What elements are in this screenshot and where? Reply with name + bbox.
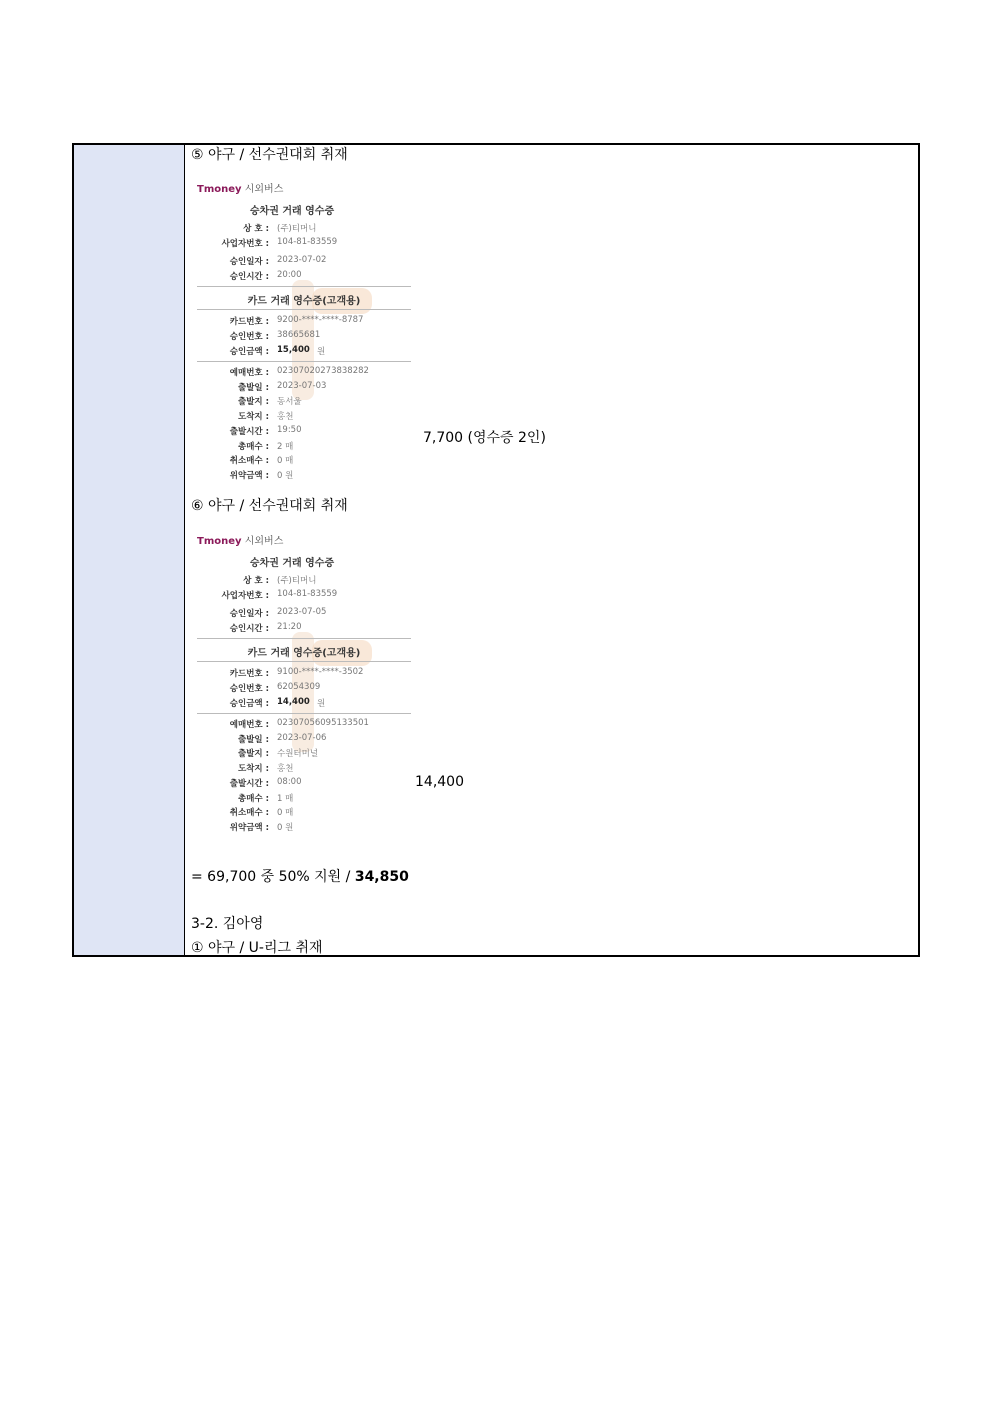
row-key: 승인금액 : — [229, 347, 269, 357]
section-heading-5: ⑤ 야구 / 선수권대회 취재 — [191, 147, 348, 163]
row-value: 62054309 — [277, 682, 321, 692]
summary-line — [191, 866, 409, 886]
row-value: 02307020273838282 — [277, 366, 369, 376]
row-value: 홍천 — [277, 412, 294, 423]
row-value: 38665681 — [277, 330, 321, 340]
receipt-image-6 — [197, 532, 411, 834]
row-key: 도착지 : — [238, 764, 269, 775]
section-heading-6: ⑥ 야구 / 선수권대회 취재 — [191, 498, 348, 514]
row-value: 9100-****-****-3502 — [277, 667, 364, 677]
row-key: 출발일 : — [238, 382, 269, 393]
receipt-row — [197, 255, 411, 269]
ticket-row — [197, 777, 411, 791]
ticket-row — [197, 395, 411, 409]
receipt-divider — [197, 286, 411, 287]
card-row — [197, 667, 411, 681]
row-value: 9200-****-****-8787 — [277, 315, 364, 325]
row-key: 사업자번호 : — [221, 591, 269, 601]
row-value: 21:20 — [277, 622, 302, 632]
row-value: 동서울 — [277, 397, 302, 408]
row-value: 2023-07-06 — [277, 732, 327, 743]
row-value: (주)티머니 — [277, 576, 317, 586]
brand-service: 시외버스 — [244, 184, 284, 195]
brand-tmoney: Tmoney — [197, 536, 242, 547]
receipt-image-5 — [197, 180, 411, 482]
row-value: 0 원 — [277, 822, 294, 833]
row-key: 예매번호 : — [229, 368, 269, 378]
card-row — [197, 345, 411, 359]
receipt-divider — [197, 638, 411, 639]
row-key: 출발일 : — [238, 734, 269, 745]
receipt-divider — [197, 361, 411, 362]
ticket-row — [197, 366, 411, 380]
card-row — [197, 315, 411, 329]
row-key: 예매번호 : — [229, 720, 269, 730]
row-value: 2023-07-03 — [277, 380, 327, 391]
row-key: 출발시간 : — [229, 426, 269, 437]
row-value: 2023-07-02 — [277, 255, 327, 265]
ticket-row — [197, 381, 411, 395]
row-key: 총매수 : — [238, 793, 269, 804]
row-key: 승인일자 : — [229, 257, 269, 267]
person-heading: 3-2. 김아영 — [191, 916, 264, 932]
row-value: 104-81-83559 — [277, 589, 338, 599]
summary-prefix: = 69,700 중 50% 지원 / — [191, 869, 355, 885]
row-key: 출발지 : — [238, 749, 269, 760]
row-key: 총매수 : — [238, 441, 269, 452]
row-key: 취소매수 : — [229, 808, 269, 819]
row-value: 0 매 — [277, 456, 294, 467]
row-key: 승인시간 : — [229, 624, 269, 634]
row-key: 도착지 : — [238, 412, 269, 423]
ticket-row — [197, 454, 411, 468]
row-value: 0 매 — [277, 808, 294, 819]
row-value: 104-81-83559 — [277, 237, 338, 247]
row-value: 수원터미널 — [277, 749, 319, 760]
row-value: (주)티머니 — [277, 224, 317, 234]
row-value: 0 원 — [277, 470, 294, 481]
row-unit: 원 — [317, 347, 326, 357]
row-value: 2023-07-05 — [277, 607, 327, 617]
receipt-row — [197, 622, 411, 636]
ticket-row — [197, 733, 411, 747]
row-key: 출발지 : — [238, 397, 269, 408]
row-value: 02307056095133501 — [277, 718, 369, 728]
row-key: 상 호 : — [243, 576, 269, 586]
row-value: 14,400 — [277, 697, 310, 707]
row-value: 20:00 — [277, 270, 302, 280]
receipt-row — [197, 270, 411, 284]
row-key: 카드번호 : — [229, 317, 269, 327]
amount-note-6: 14,400 — [415, 774, 464, 790]
receipt-brand — [197, 180, 283, 195]
row-value: 홍천 — [277, 764, 294, 775]
brand-service: 시외버스 — [244, 536, 284, 547]
row-key: 승인시간 : — [229, 272, 269, 282]
row-key: 승인번호 : — [229, 684, 269, 694]
ticket-row — [197, 806, 411, 820]
label-cell — [74, 145, 185, 955]
row-value: 2 매 — [277, 441, 294, 452]
row-key: 승인번호 : — [229, 332, 269, 342]
receipt-row — [197, 222, 411, 236]
receipt-brand — [197, 532, 283, 547]
row-key: 승인금액 : — [229, 699, 269, 709]
ticket-row — [197, 747, 411, 761]
receipt-row — [197, 574, 411, 588]
receipt-title: 승차권 거래 영수증 — [249, 206, 335, 217]
receipt-row — [197, 589, 411, 603]
row-key: 출발시간 : — [229, 778, 269, 789]
card-receipt-title: 카드 거래 영수증(고객용) — [247, 296, 361, 307]
ticket-row — [197, 469, 411, 483]
ticket-row — [197, 821, 411, 835]
summary-total: 34,850 — [354, 869, 409, 885]
row-key: 위약금액 : — [229, 822, 269, 833]
row-value: 15,400 — [277, 345, 310, 355]
row-key: 사업자번호 : — [221, 239, 269, 249]
card-receipt-title: 카드 거래 영수증(고객용) — [247, 648, 361, 659]
receipt-title: 승차권 거래 영수증 — [249, 558, 335, 569]
receipt-divider — [197, 661, 411, 662]
row-key: 승인일자 : — [229, 609, 269, 619]
receipt-divider — [197, 713, 411, 714]
row-value: 08:00 — [277, 776, 302, 787]
card-row — [197, 330, 411, 344]
card-row — [197, 682, 411, 696]
ticket-row — [197, 762, 411, 776]
next-item: ① 야구 / U-리그 취재 — [191, 940, 323, 956]
ticket-row — [197, 792, 411, 806]
row-key: 카드번호 : — [229, 669, 269, 679]
card-row — [197, 697, 411, 711]
receipt-row — [197, 237, 411, 251]
amount-note-5: 7,700 (영수증 2인) — [423, 430, 546, 446]
ticket-row — [197, 440, 411, 454]
row-value: 19:50 — [277, 424, 302, 435]
row-key: 상 호 : — [243, 224, 269, 234]
receipt-row — [197, 607, 411, 621]
row-key: 취소매수 : — [229, 456, 269, 467]
row-key: 위약금액 : — [229, 470, 269, 481]
ticket-row — [197, 718, 411, 732]
receipt-divider — [197, 309, 411, 310]
ticket-row — [197, 425, 411, 439]
row-value: 1 매 — [277, 793, 294, 804]
brand-tmoney: Tmoney — [197, 184, 242, 195]
row-unit: 원 — [317, 699, 326, 709]
ticket-row — [197, 410, 411, 424]
